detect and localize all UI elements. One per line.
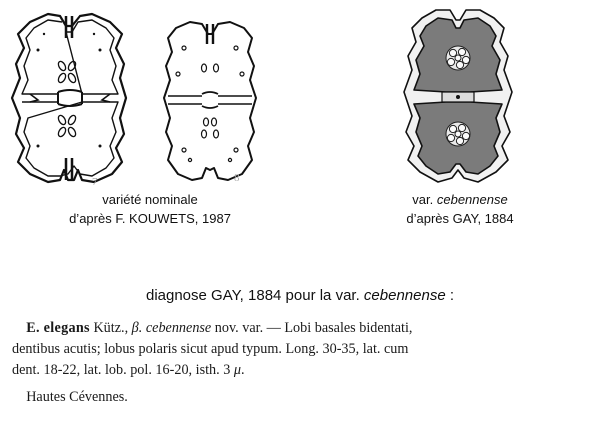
- quote-line-1: [12, 318, 592, 339]
- figure-var-cebennense: [396, 6, 520, 186]
- quote-line1-a: Kütz.,: [89, 320, 132, 336]
- caption-var-line1: [360, 190, 560, 209]
- quote-line-3: [12, 360, 592, 381]
- quote-mu: μ: [233, 362, 241, 378]
- quote-species: E. elegans: [26, 320, 90, 336]
- diagnosis-heading: [0, 287, 600, 304]
- figure-nominal-variety: [8, 8, 130, 188]
- caption-nominal-line2: d’après F. KOUWETS, 1987: [69, 211, 231, 226]
- caption-var-cebennense: [360, 190, 560, 228]
- heading-italic: cebennense: [363, 287, 446, 304]
- caption-var-prefix: var.: [412, 192, 437, 207]
- caption-nominal-line1: variété nominale: [102, 192, 198, 207]
- quote-var-name: cebennense: [145, 320, 212, 336]
- quote-line1-b: nov. var. — Lobi basales bidentati,: [211, 320, 413, 336]
- figure-number-7: 7: [92, 176, 98, 188]
- caption-var-line2: d’après GAY, 1884: [406, 211, 514, 226]
- diagnosis-quote: [12, 318, 592, 408]
- quote-line-4: [12, 387, 592, 408]
- caption-var-name: cebennense: [436, 192, 508, 207]
- quote-line3-a: dent. 18-22, lat. lob. pol. 16-20, isth. 3: [12, 362, 234, 378]
- figure-number-8: 8: [234, 172, 240, 184]
- quote-locality: Hautes Cévennes.: [26, 389, 128, 405]
- figure-nominal-variety-alt: [160, 18, 260, 188]
- quote-beta: β.: [131, 320, 143, 336]
- caption-nominal-variety: [30, 190, 270, 228]
- quote-line-2: dentibus acutis; lobus polaris sicut apud typum. Long. 30-35, lat. cum: [12, 341, 409, 357]
- quote-line3-b: .: [241, 362, 245, 378]
- heading-suffix: :: [445, 287, 455, 304]
- heading-prefix: diagnose GAY, 1884 pour la var.: [145, 287, 364, 304]
